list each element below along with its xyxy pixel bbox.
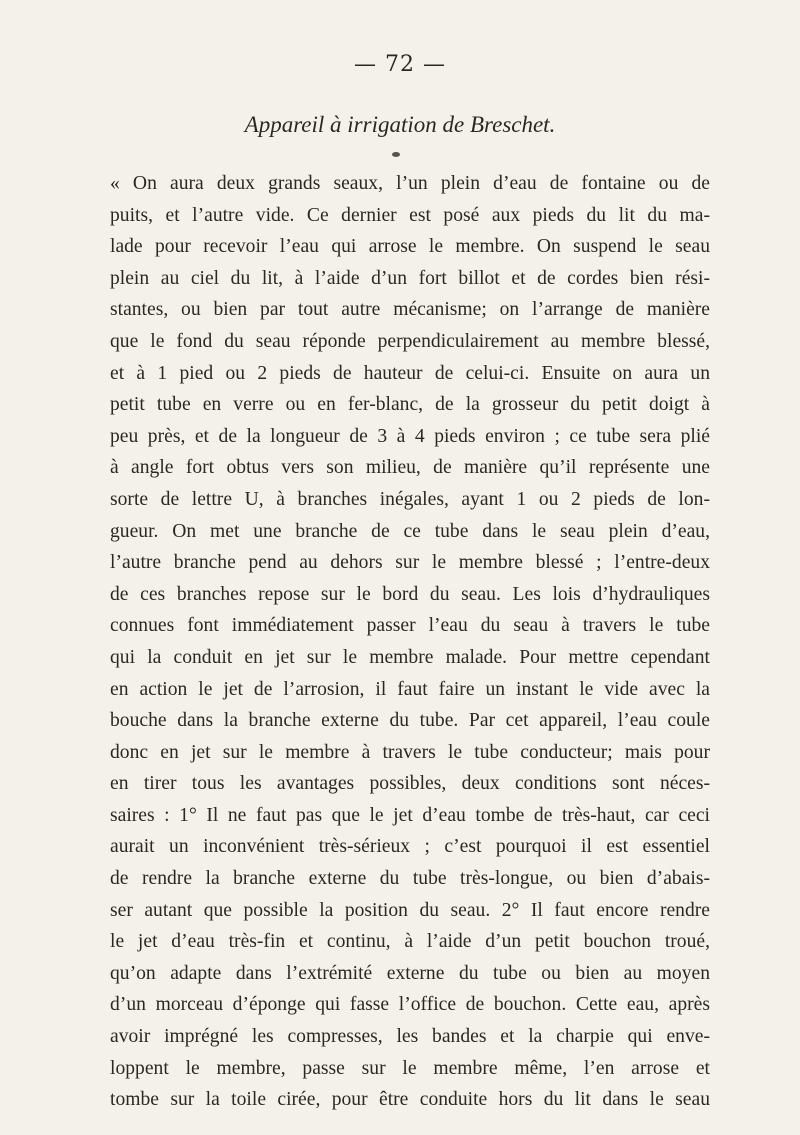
text-line: à angle fort obtus vers son milieu, de manière qu’il représente une (110, 457, 710, 479)
text-line: en action le jet de l’arrosion, il faut faire un instant le vide avec la (110, 678, 710, 700)
text-line: que le fond du seau réponde perpendiculairement au membre blessé, (110, 330, 710, 352)
text-line: qu’on adapte dans l’extrémité externe du tube ou bien au moyen (110, 962, 710, 984)
text-line: en tirer tous les avantages possibles, deux conditions sont néces- (110, 773, 710, 795)
text-line: saires : 1° Il ne faut pas que le jet d’eau tombe de très-haut, car ceci (110, 804, 710, 826)
section-heading: Appareil à irrigation de Breschet. (244, 112, 556, 137)
text-line: gueur. On met une branche de ce tube dans le seau plein d’eau, (110, 520, 710, 542)
text-line: bouche dans la branche externe du tube. Par cet appareil, l’eau coule (110, 710, 710, 732)
page-number: — 72 — (354, 52, 446, 77)
text-line: avoir imprégné les compresses, les bandes et la charpie qui enve- (110, 1026, 710, 1048)
text-line: loppent le membre, passe sur le membre même, l’en arrose et (110, 1057, 710, 1079)
text-line: d’un morceau d’éponge qui fasse l’office de bouchon. Cette eau, après (110, 994, 710, 1016)
text-line: peu près, et de la longueur de 3 à 4 pieds environ ; ce tube sera plié (110, 425, 710, 447)
body-paragraph (110, 168, 710, 1116)
text-line: de rendre la branche externe du tube très-longue, ou bien d’abais- (110, 868, 710, 890)
text-line: puits, et l’autre vide. Ce dernier est posé aux pieds du lit du ma- (110, 204, 710, 226)
text-line: sorte de lettre U, à branches inégales, ayant 1 ou 2 pieds de lon- (110, 488, 710, 510)
text-line: tombe sur la toile cirée, pour être conduite hors du lit dans le seau (110, 1089, 710, 1111)
text-line: petit tube en verre ou en fer-blanc, de la grosseur du petit doigt à (110, 394, 710, 416)
ornament-mark (392, 152, 400, 157)
text-line: de ces branches repose sur le bord du seau. Les lois d’hydrauliques (110, 583, 710, 605)
text-line: « On aura deux grands seaux, l’un plein d’eau de fontaine ou de (110, 173, 710, 194)
text-line: et à 1 pied ou 2 pieds de hauteur de celui-ci. Ensuite on aura un (110, 362, 710, 384)
text-line: l’autre branche pend au dehors sur le membre blessé ; l’entre-deux (110, 552, 710, 574)
text-line: plein au ciel du lit, à l’aide d’un fort billot et de cordes bien rési- (110, 267, 710, 289)
text-line: lade pour recevoir l’eau qui arrose le membre. On suspend le seau (110, 236, 710, 258)
text-line: qui la conduit en jet sur le membre malade. Pour mettre cependant (110, 646, 710, 668)
text-line: connues font immédiatement passer l’eau du seau à travers le tube (110, 615, 710, 637)
text-line: donc en jet sur le membre à travers le tube conducteur; mais pour (110, 741, 710, 763)
text-line: ser autant que possible la position du seau. 2° Il faut encore rendre (110, 899, 710, 921)
text-line: stantes, ou bien par tout autre mécanisme; on l’arrange de manière (110, 299, 710, 321)
text-line: le jet d’eau très-fin et continu, à l’aide d’un petit bouchon troué, (110, 931, 710, 953)
text-line: aurait un inconvénient très-sérieux ; c’est pourquoi il est essentiel (110, 836, 710, 858)
